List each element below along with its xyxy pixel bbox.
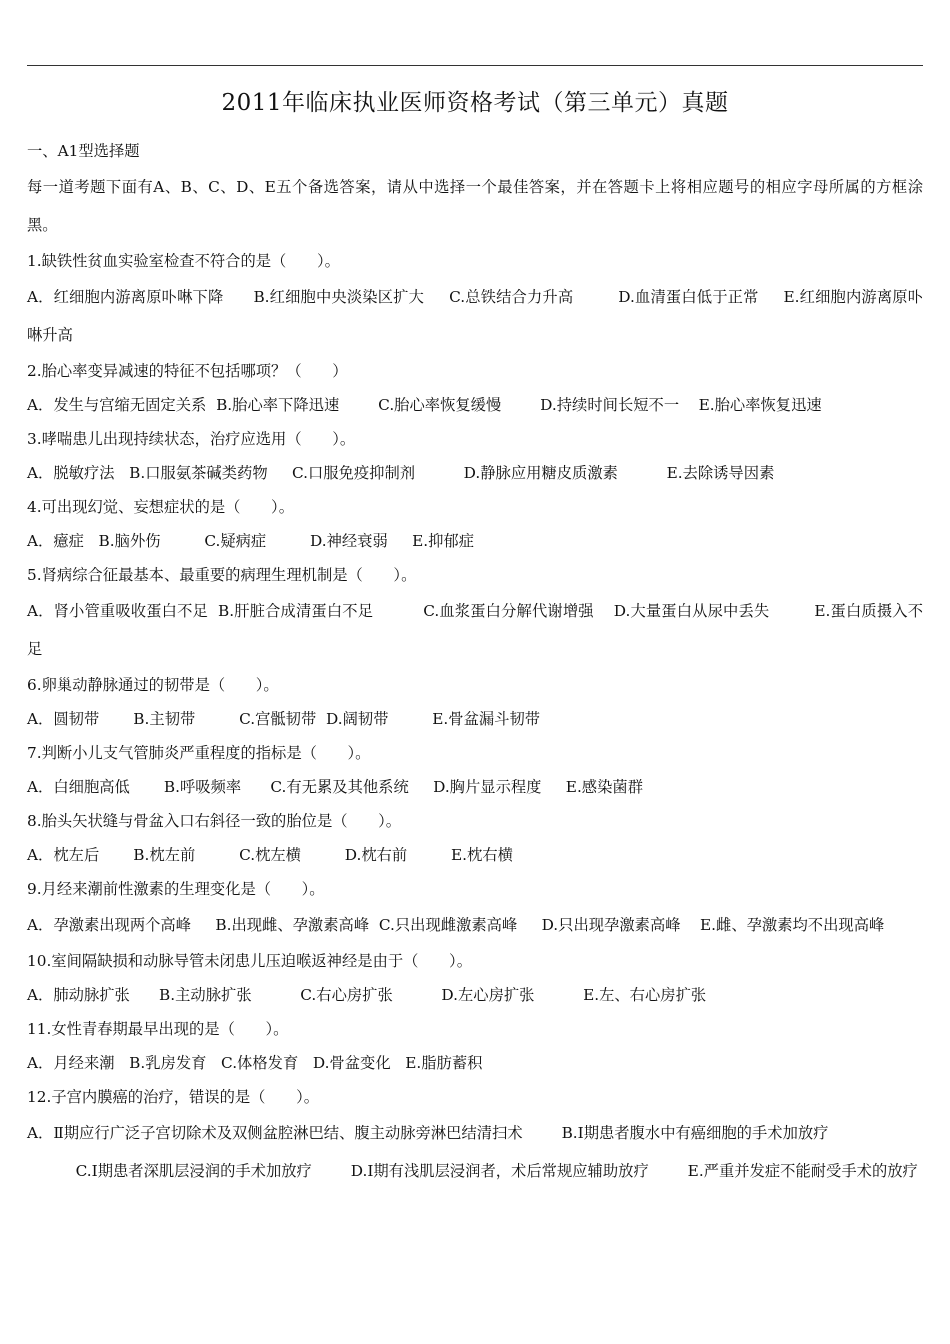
question-stem: 10.室间隔缺损和动脉导管未闭患儿压迫喉返神经是由于（ ）。 [27,952,472,970]
page-title: 2011年临床执业医师资格考试（第三单元）真题 [221,90,729,116]
option-b: B.口服氨茶碱类药物 [129,464,268,482]
question-options [27,592,923,668]
question-options [27,1046,923,1080]
option-c: C.体格发育 [221,1054,299,1072]
question-stem: 11.女性青春期最早出现的是（ ）。 [27,1020,289,1038]
option-e: E.去除诱导因素 [666,464,775,482]
document-body [27,134,923,1190]
option-c: C.Ⅰ期患者深肌层浸润的手术加放疗 [75,1162,312,1180]
option-a: A．发生与宫缩无固定关系 [27,396,207,414]
option-b: B.脑外伤 [98,532,161,550]
header-rule [27,65,923,66]
option-a: A．肺动脉扩张 [27,986,130,1004]
option-b: B.枕左前 [133,846,196,864]
option-e: E.雌、孕激素均不出现高峰 [700,916,885,934]
option-d: D.血清蛋白低于正常 [618,288,759,306]
option-e: E.感染菌群 [565,778,643,796]
option-a: A．红细胞内游离原卟啉下降 [27,288,224,306]
option-e: E.左、右心房扩张 [583,986,707,1004]
question-options [27,770,923,804]
option-d: D.大量蛋白从尿中丢失 [613,602,770,620]
option-a: A．孕激素出现两个高峰 [27,916,192,934]
option-e: E.胎心率恢复迅速 [698,396,822,414]
option-b: B.主动脉扩张 [159,986,252,1004]
question-options [27,906,923,944]
option-b: B.出现雌、孕激素高峰 [215,916,370,934]
option-d: D.胸片显示程度 [433,778,542,796]
question-options [27,978,923,1012]
question-stem: 1.缺铁性贫血实验室检查不符合的是（ ）。 [27,252,340,270]
option-c: C.有无累及其他系统 [270,778,409,796]
question-options [27,524,923,558]
option-d: D.阔韧带 [326,710,389,728]
option-a: A．肾小管重吸收蛋白不足 [27,602,208,620]
option-c: C.疑病症 [204,532,267,550]
option-a: A．脱敏疗法 [27,464,115,482]
option-c: C.血浆蛋白分解代谢增强 [423,602,594,620]
option-e: E.枕右横 [451,846,513,864]
question-options [27,838,923,872]
question-options [27,278,923,354]
option-a: A．白细胞高低 [27,778,130,796]
option-e: E.红细胞内游离原卟啉升高 [27,288,924,344]
question-options [27,702,923,736]
question-stem: 5.肾病综合征最基本、最重要的病理生理机制是（ ）。 [27,566,417,584]
option-b: B.Ⅰ期患者腹水中有癌细胞的手术加放疗 [561,1124,829,1142]
question-stem: 9.月经来潮前性激素的生理变化是（ ）。 [27,880,325,898]
option-b: B.乳房发育 [129,1054,207,1072]
option-b: B.呼吸频率 [163,778,242,796]
option-b: B.红细胞中央淡染区扩大 [253,288,425,306]
question-stem: 4.可出现幻觉、妄想症状的是（ ）。 [27,498,294,516]
option-d: D.只出现孕激素高峰 [541,916,681,934]
option-a: A．月经来潮 [27,1054,115,1072]
question-stem: 2.胎心率变异减速的特征不包括哪项？（ ） [27,362,348,380]
option-c: C.枕左横 [239,846,301,864]
option-d: D.枕右前 [344,846,408,864]
option-b: B.肝脏合成清蛋白不足 [218,602,374,620]
option-e: E.抑郁症 [412,532,475,550]
option-b: B.主韧带 [133,710,196,728]
option-c: C.只出现雌激素高峰 [378,916,518,934]
option-e: E.骨盆漏斗韧带 [432,710,541,728]
option-b: B.胎心率下降迅速 [216,396,340,414]
option-e: E.脂肪蓄积 [405,1054,483,1072]
question-options [27,388,923,422]
option-d: D.静脉应用糖皮质激素 [463,464,618,482]
instructions: 每一道考题下面有A、B、C、D、E五个备选答案，请从中选择一个最佳答案，并在答题卡上将相应题号的相应字母所属的方框涂黑。 [27,178,923,234]
option-c: C.宫骶韧带 [239,710,317,728]
option-c: C.右心房扩张 [300,986,393,1004]
option-d: D.神经衰弱 [310,532,388,550]
option-d: D.左心房扩张 [441,986,535,1004]
option-d: D.骨盆变化 [312,1054,391,1072]
question-stem: 6.卵巢动静脉通过的韧带是（ ）。 [27,676,279,694]
option-a: A．癔症 [27,532,84,550]
option-a: A．Ⅱ期应行广泛子宫切除术及双侧盆腔淋巴结、腹主动脉旁淋巴结清扫术 [27,1124,523,1142]
option-c: C.胎心率恢复缓慢 [378,396,502,414]
option-d: D.持续时间长短不一 [540,396,680,414]
question-stem: 12.子宫内膜癌的治疗，错误的是（ ）。 [27,1088,320,1106]
question-options [27,456,923,490]
option-c: C.口服免疫抑制剂 [291,464,416,482]
option-e: E.蛋白质摄入不足 [27,602,924,658]
question-stem: 7.判断小儿支气管肺炎严重程度的指标是（ ）。 [27,744,371,762]
option-c: C.总铁结合力升高 [449,288,574,306]
question-options [27,1114,923,1190]
option-a: A．圆韧带 [27,710,100,728]
option-d: D.Ⅰ期有浅肌层浸润者，术后常规应辅助放疗 [350,1162,649,1180]
option-a: A．枕左后 [27,846,100,864]
option-e: E.严重并发症不能耐受手术的放疗 [687,1162,918,1180]
question-stem: 8.胎头矢状缝与骨盆入口右斜径一致的胎位是（ ）。 [27,812,402,830]
section-heading: 一、A1型选择题 [27,142,140,160]
question-stem: 3.哮喘患儿出现持续状态，治疗应选用（ ）。 [27,430,356,448]
